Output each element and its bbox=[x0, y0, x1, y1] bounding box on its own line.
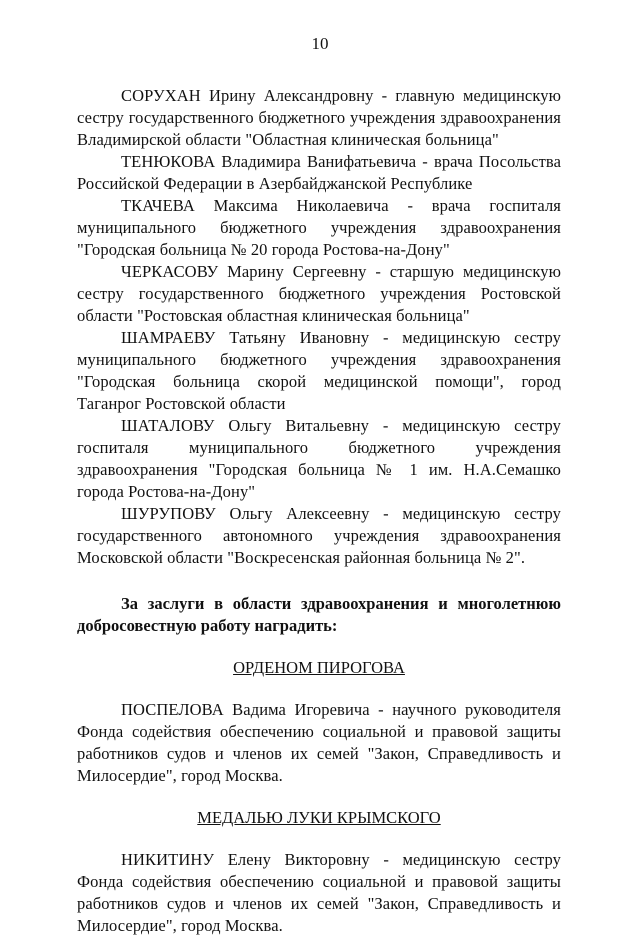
award-intro: За заслуги в области здравоохранения и многолетнюю добросовестную работу наградить: bbox=[77, 594, 561, 635]
page-number: 10 bbox=[311, 34, 329, 53]
award-entry-shurupova: ШУРУПОВУ Ольгу Алексеевну - медицинскую сестру государственного автономного учреждения здравоохранения Московской области "Воскресенская районная больница № 2". bbox=[77, 504, 561, 567]
award-entry-shatalova: ШАТАЛОВУ Ольгу Витальевну - медицинскую сестру госпиталя муниципального бюджетного учреждения здравоохранения "Городская больница № 1 им. Н.А.Семашко города Ростова-на-Дону" bbox=[77, 416, 561, 501]
document-body bbox=[77, 85, 561, 937]
award-entry-pospelov: ПОСПЕЛОВА Вадима Игоревича - научного руководителя Фонда содействия обеспечению социальной и правовой защиты работников судов и членов их семей "Закон, Справедливость и Милосердие", город Москва. bbox=[77, 700, 561, 785]
award-entry-nikitina: НИКИТИНУ Елену Викторовну - медицинскую сестру Фонда содействия обеспечению социальной и правовой защиты работников судов и членов их семей "Закон, Справедливость и Милосердие", город Москва. bbox=[77, 850, 561, 935]
award-entry-sorukhan: СОРУХАН Ирину Александровну - главную медицинскую сестру государственного бюджетного учреждения здравоохранения Владимирской области "Областная клиническая больница" bbox=[77, 86, 561, 149]
award-entry-shamraeva: ШАМРАЕВУ Татьяну Ивановну - медицинскую сестру муниципального бюджетного учреждения здравоохранения "Городская больница скорой медицинской помощи", город Таганрог Ростовской области bbox=[77, 328, 561, 413]
award-entry-tenyukov: ТЕНЮКОВА Владимира Ванифатьевича - врача Посольства Российской Федерации в Азербайджанской Республике bbox=[77, 152, 561, 193]
section-title-pirogov-order: ОРДЕНОМ ПИРОГОВА bbox=[233, 658, 405, 677]
award-entry-tkachev: ТКАЧЕВА Максима Николаевича - врача госпиталя муниципального бюджетного учреждения здравоохранения "Городская больница № 20 города Ростова-на-Дону" bbox=[77, 196, 561, 259]
award-entry-cherkasova: ЧЕРКАСОВУ Марину Сергеевну - старшую медицинскую сестру государственного бюджетного учреждения Ростовской области "Ростовская областная клиническая больница" bbox=[77, 262, 561, 325]
section-title-luka-krymsky-medal: МЕДАЛЬЮ ЛУКИ КРЫМСКОГО bbox=[197, 808, 441, 827]
